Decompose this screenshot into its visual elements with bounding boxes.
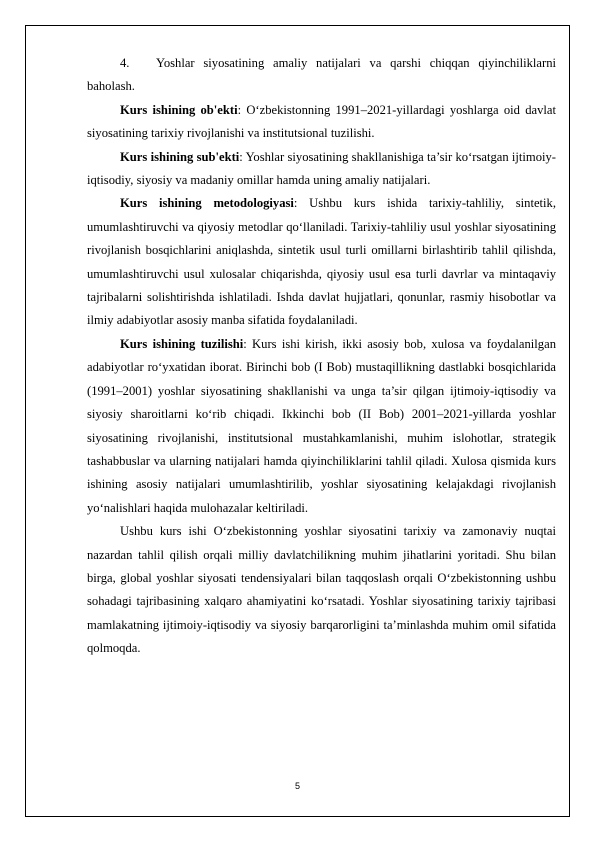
- list-item-number: 4.: [120, 56, 130, 70]
- object-label: Kurs ishining ob'ekti: [120, 102, 238, 117]
- page-number: 5: [294, 781, 300, 791]
- object-paragraph: [87, 99, 556, 146]
- methodology-paragraph: [87, 192, 556, 332]
- list-item-4: [87, 52, 556, 99]
- document-body: [87, 52, 556, 661]
- methodology-text: : Ushbu kurs ishida tarixiy-tahliliy, sintetik, umumlashtiruvchi va qiyosiy metodlar qo‘llaniladi. Tarixiy-tahliliy usul yoshlar siyosatining rivojlanish bosqichlarini aniqlashda, sintetik usul turli omillarni birlashtirib tahlil qilishda, umumlashtiruvchi usul xulosalar chiqarishda, qiyosiy usul esa turli davrlar va mintaqaviy tajribalarni solishtirishda ishlatiladi. Ishda davlat hujjatlari, qonunlar, rasmiy hisobotlar va ilmiy adabiyotlar asosiy manba sifatida foydalaniladi.: [87, 196, 556, 328]
- structure-paragraph: [87, 333, 556, 520]
- list-item-text: Yoshlar siyosatining amaliy natijalari va qarshi chiqqan qiyinchiliklarni baholash.: [87, 56, 556, 94]
- subject-label: Kurs ishining sub'ekti: [120, 149, 240, 164]
- object-text: : O‘zbekistonning 1991–2021-yillardagi yoshlarga oid davlat siyosatining tarixiy rivojlanishi va institutsional tuzilishi.: [87, 102, 556, 141]
- methodology-label: Kurs ishining metodologiyasi: [120, 196, 294, 211]
- structure-label: Kurs ishining tuzilishi: [120, 336, 244, 351]
- closing-paragraph: Ushbu kurs ishi O‘zbekistonning yoshlar siyosatini tarixiy va zamonaviy nuqtai nazardan tahlil qilish orqali milliy davlatchilikning muhim jihatlarini yoritadi. Shu bilan birga, global yoshlar siyosati tendensiyalari bilan taqqoslash orqali O‘zbekistonning ushbu sohadagi tajribasining xalqaro ahamiyatini ko‘rsatadi. Yoshlar siyosatining tarixiy tajribasi mamlakatning ijtimoiy-iqtisodiy va siyosiy barqarorligini ta’minlashda muhim omil sifatida qolmoqda.: [87, 524, 556, 656]
- subject-paragraph: [87, 146, 556, 193]
- subject-text: : Yoshlar siyosatining shakllanishiga ta’sir ko‘rsatgan ijtimoiy-iqtisodiy, siyosiy va madaniy omillar hamda uning amaliy natijalari.: [87, 149, 556, 188]
- structure-text: : Kurs ishi kirish, ikki asosiy bob, xulosa va foydalanilgan adabiyotlar ro‘yxatidan iborat. Birinchi bob (I Bob) mustaqillikning dastlabki bosqichlarida (1991–2001) yoshlar siyosatining shakllanishi va unga ta’sir qilgan ijtimoiy-iqtisodiy va siyosiy sharoitlarni ko‘rib chiqadi. Ikkinchi bob (II Bob) 2001–2021-yillarda yoshlar siyosatining rivojlanishi, institutsional mustahkamlanishi, muhim islohotlar, strategik tashabbuslar va ularning natijalari hamda qiyinchiliklarini tahlil qiladi. Xulosa qismida kurs ishining asosiy natijalari umumlashtirilib, yoshlar siyosatining kelajakdagi rivojlanish yo‘nalishlari haqida mulohazalar keltiriladi.: [87, 336, 556, 515]
